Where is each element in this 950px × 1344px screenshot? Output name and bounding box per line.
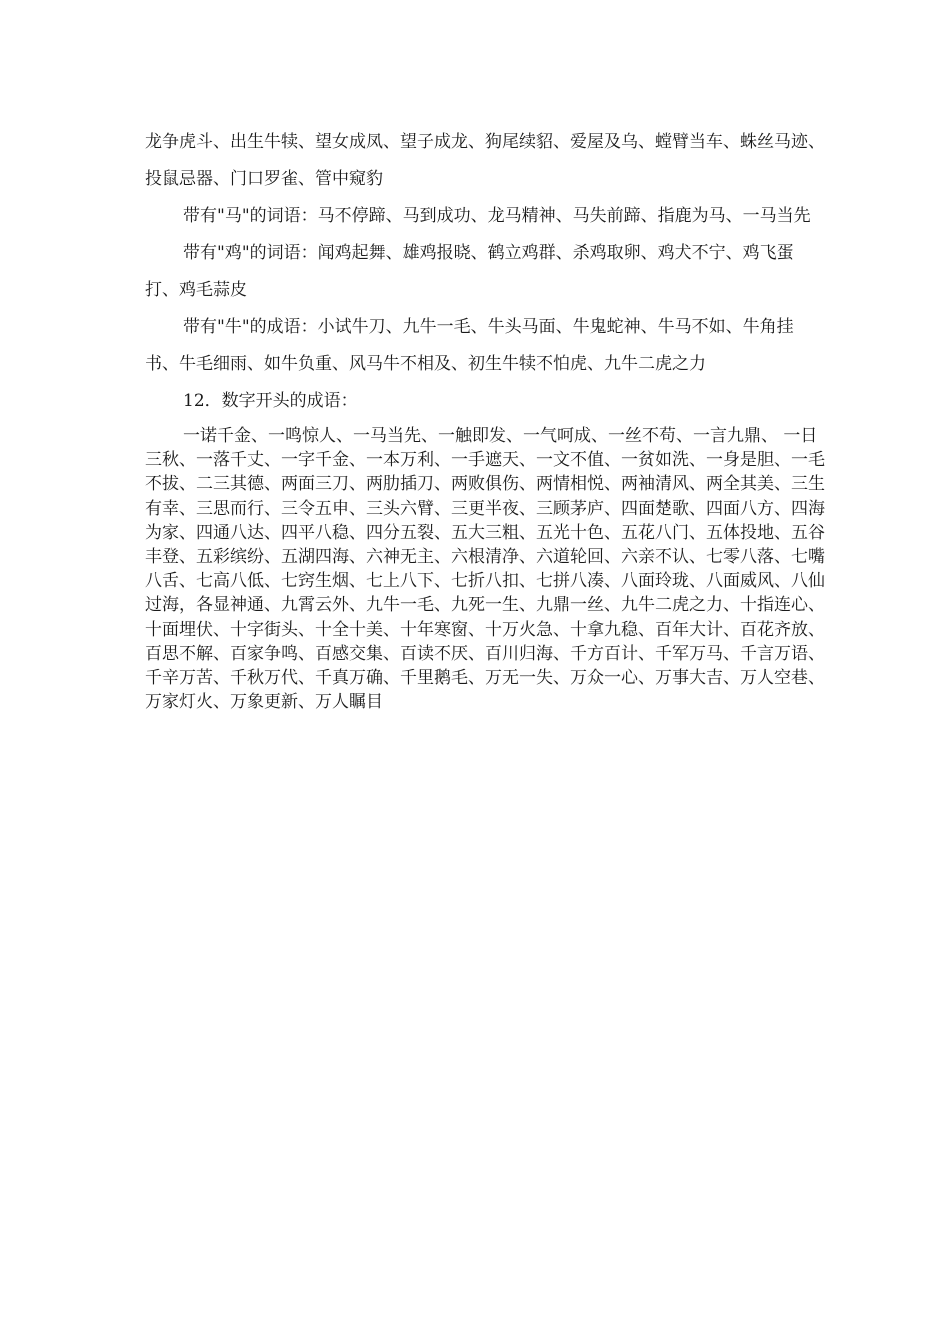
document-body bbox=[145, 124, 825, 714]
number-idioms-paragraph: 一诺千金、一鸣惊人、一马当先、一触即发、一气呵成、一丝不苟、一言九鼎、 一日三秋、一落千丈、一字千金、一本万利、一手遮天、一文不值、一贫如洗、一身是胆、一毛不拔、二三其德、两面三刀、两肋插刀、两败俱伤、两情相悦、两袖清风、两全其美、三生有幸、三思而行、三令五申、三头六臂、三更半夜、三顾茅庐、四面楚歌、四面八方、四海为家、四通八达、四平八稳、四分五裂、五大三粗、五光十色、五花八门、五体投地、五谷丰登、五彩缤纷、五湖四海、六神无主、六根清净、六道轮回、六亲不认、七零八落、七嘴八舌、七高八低、七窍生烟、七上八下、七折八扣、七拼八凑、八面玲珑、八面威风、八仙过海，各显神通、九霄云外、九牛一毛、九死一生、九鼎一丝、九牛二虎之力、十指连心、十面埋伏、十字街头、十全十美、十年寒窗、十万火急、十拿九稳、百年大计、百花齐放、百思不解、百家争鸣、百感交集、百读不厌、百川归海、千方百计、千军万马、千言万语、千辛万苦、千秋万代、千真万确、千里鹅毛、万无一失、万众一心、万事大吉、万人空巷、万家灯火、万象更新、万人瞩目 bbox=[145, 426, 825, 713]
idiom-paragraph-ox: 带有"牛"的成语：小试牛刀、九牛一毛、牛头马面、牛鬼蛇神、牛马不如、牛角挂书、牛毛细雨、如牛负重、风马牛不相及、初生牛犊不怕虎、九牛二虎之力 bbox=[145, 317, 794, 374]
idiom-paragraph-chicken: 带有"鸡"的词语：闻鸡起舞、雄鸡报晓、鹤立鸡群、杀鸡取卵、鸡犬不宁、鸡飞蛋打、鸡毛蒜皮 bbox=[145, 243, 794, 300]
idiom-paragraph-animals: 龙争虎斗、出生牛犊、望女成凤、望子成龙、狗尾续貂、爱屋及乌、螳臂当车、蛛丝马迹、投鼠忌器、门口罗雀、管中窥豹 bbox=[145, 132, 825, 189]
section-heading: 12．数字开头的成语： bbox=[183, 391, 358, 411]
idiom-paragraph-horse: 带有"马"的词语：马不停蹄、马到成功、龙马精神、马失前蹄、指鹿为马、一马当先 bbox=[183, 206, 811, 226]
